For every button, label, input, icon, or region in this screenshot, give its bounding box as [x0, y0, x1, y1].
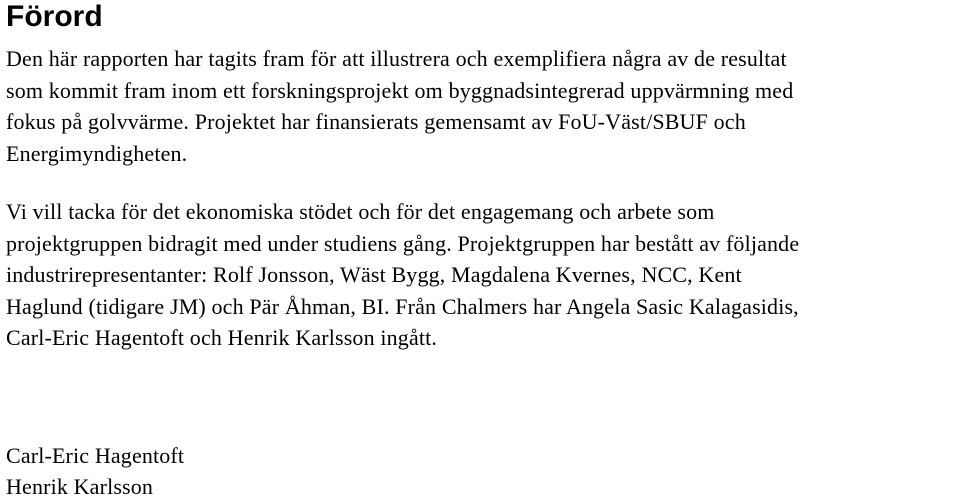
paragraph-line: Carl-Eric Hagentoft och Henrik Karlsson ingått. — [6, 325, 438, 350]
paragraph-line: Vi vill tacka för det ekonomiska stödet och för det engagemang och arbete som — [6, 199, 715, 224]
intro-paragraph — [6, 43, 793, 169]
paragraph-line: Energimyndigheten. — [6, 140, 188, 166]
acknowledgement-paragraph — [6, 196, 799, 354]
paragraph-line: fokus på golvvärme. Projektet har finansierats gemensamt av FoU-Väst/SBUF och — [6, 109, 746, 134]
paragraph-line: som kommit fram inom ett forskningsprojekt om byggnadsintegrerad uppvärmning med — [6, 77, 794, 103]
document-page — [6, 0, 956, 499]
signature-name: Carl-Eric Hagentoft — [6, 443, 185, 468]
paragraph-line: Haglund (tidigare JM) och Pär Åhman, BI. Från Chalmers har Angela Sasic Kalagasidis, — [6, 293, 799, 319]
paragraph-line: projektgruppen bidragit med under studiens gång. Projektgruppen har bestått av följande — [6, 230, 800, 256]
signature-name: Henrik Karlsson — [6, 474, 154, 499]
page-title: Förord — [6, 0, 103, 33]
signature-block — [6, 440, 184, 502]
paragraph-line: Den här rapporten har tagits fram för att illustrera och exemplifiera några av de resultat — [6, 46, 787, 71]
paragraph-line: industrirepresentanter: Rolf Jonsson, Wäst Bygg, Magdalena Kvernes, NCC, Kent — [6, 262, 742, 287]
